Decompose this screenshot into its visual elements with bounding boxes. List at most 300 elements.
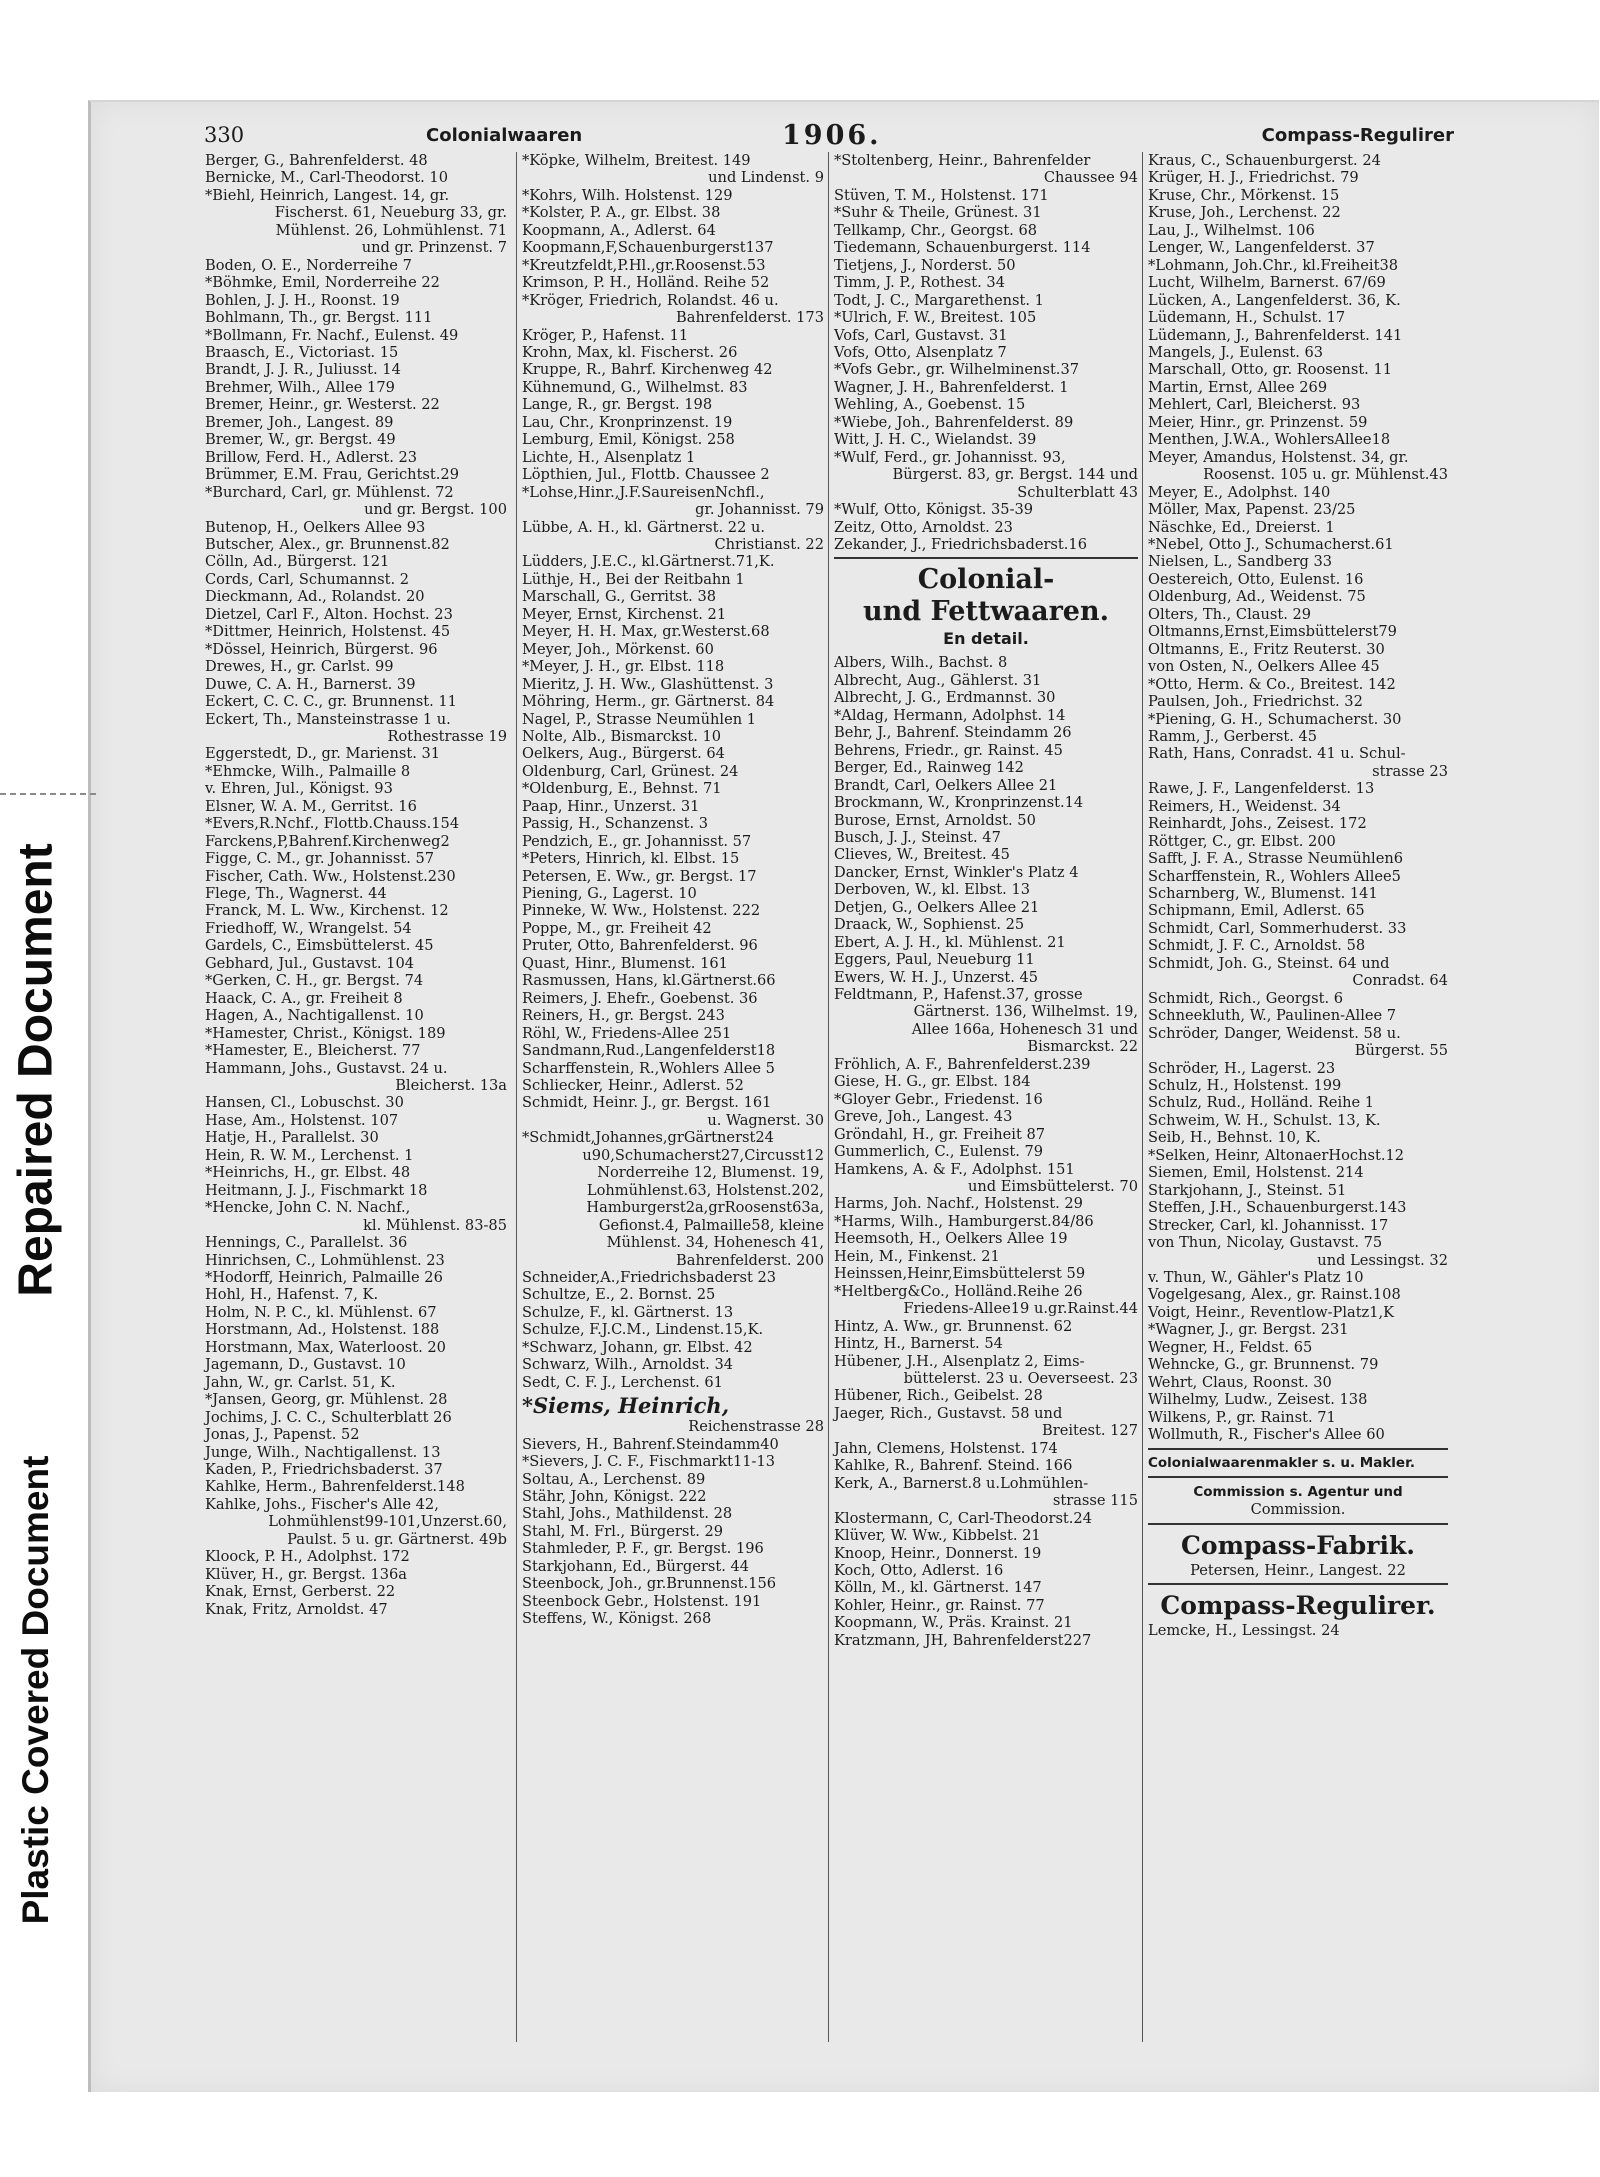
- directory-entry: Sievers, H., Bahrenf.Steindamm40: [522, 1435, 779, 1453]
- directory-entry: Steenbock Gebr., Holstenst. 191: [522, 1592, 762, 1610]
- directory-entry: Bohlmann, Th., gr. Bergst. 111: [205, 309, 433, 327]
- directory-entry: Wollmuth, R., Fischer's Allee 60: [1148, 1426, 1385, 1444]
- directory-entry: Lau, J., Wilhelmst. 106: [1148, 221, 1315, 239]
- directory-entry: v. Thun, W., Gähler's Platz 10: [1148, 1269, 1364, 1286]
- directory-entry: Marschall, G., Gerritst. 38: [522, 588, 717, 606]
- section-divider: [1148, 1583, 1448, 1585]
- directory-entry: Paulsen, Joh., Friedrichst. 32: [1148, 693, 1363, 711]
- directory-entry: Greve, Joh., Langest. 43: [834, 1108, 1013, 1126]
- directory-entry: Allee 166a, Hohenesch 31 und: [911, 1020, 1138, 1038]
- directory-entry: Hamkens, A. & F., Adolphst. 151: [834, 1160, 1075, 1178]
- directory-entry: Stähr, John, Königst. 222: [522, 1487, 707, 1505]
- directory-entry: Reimers, H., Weidenst. 34: [1148, 797, 1341, 815]
- directory-entry: *Gloyer Gebr., Friedenst. 16: [834, 1090, 1043, 1108]
- directory-entry: Menthen, J.W.A., WohlersAllee18: [1148, 431, 1391, 449]
- directory-entry: Hein, R. W. M., Lerchenst. 1: [205, 1146, 414, 1164]
- directory-entry: *Wulf, Otto, Königst. 35-39: [834, 501, 1034, 519]
- directory-entry: Franck, M. L. Ww., Kirchenst. 12: [205, 902, 449, 920]
- directory-entry: Scharffenstein, R.,Wohlers Allee 5: [522, 1059, 775, 1077]
- directory-entry: Kröger, P., Hafenst. 11: [522, 326, 689, 344]
- directory-entry: und gr. Prinzenst. 7: [361, 239, 507, 257]
- directory-entry: Kruse, Chr., Mörkenst. 15: [1148, 186, 1340, 204]
- directory-entry: *Heltberg&Co., Holländ.Reihe 26: [834, 1282, 1083, 1300]
- directory-entry: Schulz, Rud., Holländ. Reihe 1: [1148, 1094, 1375, 1112]
- compass-regulirer-heading: Compass-Regulirer.: [1160, 1591, 1436, 1621]
- directory-entry: Gebhard, Jul., Gustavst. 104: [205, 954, 415, 972]
- directory-entry: Cölln, Ad., Bürgerst. 121: [205, 553, 390, 571]
- directory-entry: Lohmühlenst99-101,Unzerst.60,: [268, 1513, 507, 1531]
- directory-entry: Conradst. 64: [1352, 972, 1448, 990]
- directory-entry: Lange, R., gr. Bergst. 198: [522, 396, 713, 414]
- directory-entry: Horstmann, Max, Waterloost. 20: [205, 1338, 446, 1356]
- directory-entry: Reichenstrasse 28: [688, 1418, 824, 1436]
- directory-entry: Klostermann, C, Carl-Theodorst.24: [834, 1509, 1093, 1527]
- directory-entry: Lemburg, Emil, Königst. 258: [522, 431, 735, 449]
- section-subheading: En detail.: [943, 629, 1029, 649]
- directory-entry: Hein, M., Finkenst. 21: [834, 1247, 1000, 1265]
- directory-entry: Hagen, A., Nachtigallenst. 10: [205, 1007, 424, 1025]
- directory-entry: Dietzel, Carl F., Alton. Hochst. 23: [205, 605, 453, 623]
- directory-entry: Fischer, Cath. Ww., Holstenst.230: [205, 867, 456, 885]
- directory-entry: Braasch, E., Victoriast. 15: [205, 343, 399, 361]
- directory-entry: Oltmanns, E., Fritz Reuterst. 30: [1148, 640, 1385, 658]
- directory-entry: Stahmleder, P. F., gr. Bergst. 196: [522, 1540, 764, 1558]
- section-divider: [1148, 1523, 1448, 1525]
- directory-entry: Nagel, P., Strasse Neumühlen 1: [522, 710, 757, 728]
- directory-entry: *Hamester, E., Bleicherst. 77: [205, 1042, 421, 1060]
- directory-entry: Kloock, P. H., Adolphst. 172: [205, 1548, 410, 1566]
- directory-entry: *Ehmcke, Wilh., Palmaille 8: [205, 762, 411, 780]
- directory-entry: Wagner, J. H., Bahrenfelderst. 1: [834, 378, 1069, 396]
- directory-entry: Kohler, Heinr., gr. Rainst. 77: [834, 1596, 1045, 1614]
- directory-entry: Kahlke, Johs., Fischer's Alle 42,: [205, 1495, 439, 1513]
- directory-entry: Lübbe, A. H., kl. Gärtnerst. 22 u.: [522, 518, 766, 536]
- directory-entry: Röttger, C., gr. Elbst. 200: [1148, 832, 1336, 850]
- directory-entry: *Vofs Gebr., gr. Wilhelminenst.37: [834, 361, 1080, 379]
- directory-entry: Pinneke, W. Ww., Holstenst. 222: [522, 902, 761, 920]
- directory-entry: Holm, N. P. C., kl. Mühlenst. 67: [205, 1303, 437, 1321]
- directory-entry: Bremer, Joh., Langest. 89: [205, 413, 394, 431]
- directory-entry: Jaeger, Rich., Gustavst. 58 und: [834, 1404, 1063, 1422]
- directory-entry: Rasmussen, Hans, kl.Gärtnerst.66: [522, 972, 776, 990]
- column-1: [205, 152, 507, 1618]
- directory-entry: Gardels, C., Eimsbüttelerst. 45: [205, 937, 434, 955]
- directory-entry: Fröhlich, A. F., Bahrenfelderst.239: [834, 1055, 1091, 1073]
- directory-entry: Steenbock, Joh., gr.Brunnenst.156: [522, 1575, 777, 1593]
- section-divider: [1148, 1476, 1448, 1478]
- directory-entry: Hatje, H., Parallelst. 30: [205, 1129, 379, 1147]
- directory-entry: Schultze, E., 2. Bornst. 25: [522, 1286, 716, 1304]
- directory-entry: *Kohrs, Wilh. Holstenst. 129: [522, 186, 733, 204]
- directory-entry: Oldenburg, Ad., Weidenst. 75: [1148, 588, 1366, 606]
- directory-entry: Hübener, Rich., Geibelst. 28: [834, 1387, 1043, 1405]
- directory-entry: Schneider,A.,Friedrichsbaderst 23: [522, 1269, 777, 1286]
- directory-entry: Lücken, A., Langenfelderst. 36, K.: [1148, 291, 1401, 309]
- plastic-covered-document-label: Plastic Covered Document: [15, 1455, 56, 1925]
- directory-entry: Kahlke, R., Bahrenf. Steind. 166: [834, 1457, 1073, 1475]
- directory-entry: Lüthje, H., Bei der Reitbahn 1: [522, 570, 745, 588]
- directory-entry: Heinssen,Heinr,Eimsbüttelerst 59: [834, 1265, 1086, 1283]
- directory-entry: *Ulrich, F. W., Breitest. 105: [834, 309, 1037, 327]
- header-year: 1906.: [782, 120, 882, 151]
- directory-entry: Hintz, H., Barnerst. 54: [834, 1335, 1003, 1353]
- repaired-document-label: Repaired Document: [9, 843, 63, 1297]
- directory-entry: *Wiebe, Joh., Bahrenfelderst. 89: [834, 413, 1074, 431]
- directory-entry: Koopmann, A., Adlerst. 64: [522, 221, 716, 239]
- directory-entry: *Dössel, Heinrich, Bürgerst. 96: [205, 640, 438, 658]
- directory-entry: Ramm, J., Gerberst. 45: [1148, 727, 1318, 745]
- directory-entry: Knak, Ernst, Gerberst. 22: [205, 1583, 396, 1601]
- directory-entry: *Peters, Hinrich, kl. Elbst. 15: [522, 850, 740, 868]
- directory-entry: Brehmer, Wilh., Allee 179: [205, 378, 395, 396]
- directory-entry: Mühlenst. 34, Hohenesch 41,: [606, 1234, 824, 1252]
- directory-entry: Derboven, W., kl. Elbst. 13: [834, 881, 1031, 899]
- directory-entry: Meyer, Ernst, Kirchenst. 21: [522, 605, 727, 623]
- directory-entry: Roosenst. 105 u. gr. Mühlenst.43: [1203, 466, 1448, 484]
- directory-entry: Brockmann, W., Kronprinzenst.14: [834, 794, 1084, 812]
- directory-entry: Schröder, H., Lagerst. 23: [1148, 1059, 1336, 1077]
- directory-entry: Hamburgerst2a,grRoosenst63a,: [586, 1199, 824, 1217]
- directory-entry: Gärtnerst. 136, Wilhelmst. 19,: [913, 1003, 1138, 1021]
- directory-entry: *Lohmann, Joh.Chr., kl.Freiheit38: [1148, 256, 1399, 274]
- column-rule: [516, 152, 517, 2042]
- directory-entry: *Kröger, Friedrich, Rolandst. 46 u.: [522, 291, 779, 309]
- directory-entry: kl. Mühlenst. 83-85: [363, 1216, 507, 1234]
- directory-entry: Behrens, Friedr., gr. Rainst. 45: [834, 741, 1063, 759]
- directory-entry: u90,Schumacherst27,Circusst12: [582, 1146, 824, 1164]
- directory-entry: Lau, Chr., Kronprinzenst. 19: [522, 413, 733, 431]
- directory-entry: Soltau, A., Lerchenst. 89: [522, 1470, 706, 1488]
- directory-entry: Hinrichsen, C., Lohmühlenst. 23: [205, 1251, 445, 1269]
- directory-entry: Meyer, H. H. Max, gr.Westerst.68: [522, 623, 770, 641]
- directory-entry: Mühlenst. 26, Lohmühlenst. 71: [275, 221, 507, 239]
- directory-entry: Drewes, H., gr. Carlst. 99: [205, 658, 394, 676]
- directory-entry: *Dittmer, Heinrich, Holstenst. 45: [205, 623, 451, 641]
- directory-entry: Mehlert, Carl, Bleicherst. 93: [1148, 396, 1361, 414]
- directory-entry: Kaden, P., Friedrichsbaderst. 37: [205, 1460, 443, 1478]
- directory-entry: Bürgerst. 83, gr. Bergst. 144 und: [892, 466, 1138, 484]
- directory-entry: Jochims, J. C. C., Schulterblatt 26: [205, 1408, 452, 1426]
- directory-entry: Burose, Ernst, Arnoldst. 50: [834, 811, 1036, 829]
- directory-entry: Martin, Ernst, Allee 269: [1148, 378, 1328, 396]
- directory-entry: Schulze, F., kl. Gärtnerst. 13: [522, 1303, 734, 1321]
- directory-entry: Albrecht, Aug., Gählerst. 31: [834, 671, 1042, 689]
- directory-entry: Lenger, W., Langenfelderst. 37: [1148, 239, 1375, 257]
- directory-entry: Lüdemann, H., Schulst. 17: [1148, 309, 1346, 327]
- directory-entry: Petersen, E. Ww., gr. Bergst. 17: [522, 867, 757, 885]
- directory-entry: Giese, H. G., gr. Elbst. 184: [834, 1073, 1031, 1091]
- section-divider: [1148, 1448, 1448, 1450]
- directory-entry: strasse 115: [1052, 1492, 1138, 1510]
- directory-entry: Krimson, P. H., Holländ. Reihe 52: [522, 274, 770, 292]
- directory-entry: *Otto, Herm. & Co., Breitest. 142: [1148, 675, 1396, 693]
- directory-entry: Jahn, W., gr. Carlst. 51, K.: [205, 1373, 396, 1391]
- directory-entry: Reimers, J. Ehefr., Goebenst. 36: [522, 989, 758, 1007]
- directory-entry: Timm, J. P., Rothest. 34: [834, 274, 1006, 292]
- directory-entry: Kruse, Joh., Lerchenst. 22: [1148, 204, 1341, 222]
- directory-entry: Witt, J. H. C., Wielandst. 39: [834, 431, 1037, 449]
- directory-entry: Starkjohann, Ed., Bürgerst. 44: [522, 1557, 750, 1575]
- directory-entry: Draack, W., Sophienst. 25: [834, 916, 1025, 934]
- directory-entry: Hohl, H., Hafenst. 7, K.: [205, 1286, 379, 1304]
- directory-entry: Berger, G., Bahrenfelderst. 48: [205, 152, 428, 169]
- directory-entry: Eggerstedt, D., gr. Marienst. 31: [205, 745, 441, 763]
- directory-entry: *Hodorff, Heinrich, Palmaille 26: [205, 1269, 443, 1286]
- directory-entry: Eckert, C. C. C., gr. Brunnenst. 11: [205, 693, 457, 711]
- directory-entry: Hammann, Johs., Gustavst. 24 u.: [205, 1059, 448, 1077]
- section-heading-line2: und Fettwaaren.: [862, 596, 1110, 628]
- directory-entry: Hansen, Cl., Lobuschst. 30: [205, 1094, 404, 1112]
- directory-entry: Butenop, H., Oelkers Allee 93: [205, 518, 426, 536]
- directory-entry: Knak, Fritz, Arnoldst. 47: [205, 1600, 388, 1618]
- column-4: [1148, 152, 1448, 1640]
- directory-entry: Hennings, C., Parallelst. 36: [205, 1234, 408, 1252]
- directory-entry: Vofs, Otto, Alsenplatz 7: [834, 343, 1007, 361]
- directory-entry: Quast, Hinr., Blumenst. 161: [522, 954, 728, 972]
- directory-entry: Dieckmann, Ad., Rolandst. 20: [205, 588, 425, 606]
- directory-entry: Wegner, H., Feldst. 65: [1148, 1338, 1313, 1356]
- directory-entry: *Wulf, Ferd., gr. Johannisst. 93,: [834, 448, 1066, 466]
- directory-entry: Näschke, Ed., Dreierst. 1: [1148, 518, 1335, 536]
- directory-entry: Siemen, Emil, Holstenst. 214: [1148, 1164, 1364, 1182]
- directory-entry: *Evers,R.Nchf., Flottb.Chauss.154: [205, 815, 460, 833]
- directory-entry: Paulst. 5 u. gr. Gärtnerst. 49b: [287, 1530, 507, 1548]
- directory-entry: Pendzich, E., gr. Johannisst. 57: [522, 832, 752, 850]
- directory-entry: Schulze, F.J.C.M., Lindenst.15,K.: [522, 1321, 764, 1339]
- directory-entry: Haack, C. A., gr. Freiheit 8: [205, 989, 403, 1007]
- directory-entry: Oltmanns,Ernst,Eimsbüttelerst79: [1148, 623, 1397, 641]
- directory-entry: *Hencke, John C. N. Nachf.,: [205, 1199, 411, 1217]
- directory-entry: Wilkens, P., gr. Rainst. 71: [1148, 1408, 1336, 1426]
- directory-entry: Nolte, Alb., Bismarckst. 10: [522, 727, 722, 745]
- header-section-title: Colonialwaaren: [426, 125, 583, 146]
- directory-entry: Kahlke, Herm., Bahrenfelderst.148: [205, 1478, 465, 1496]
- directory-entry: Stüven, T. M., Holstenst. 171: [834, 186, 1049, 204]
- column-2: [522, 152, 824, 1628]
- directory-entry: *Aldag, Hermann, Adolphst. 14: [834, 706, 1066, 724]
- page-header: [204, 120, 1454, 151]
- directory-entry: Flege, Th., Wagnerst. 44: [205, 885, 387, 903]
- directory-entry: *Gerken, C. H., gr. Bergst. 74: [205, 972, 424, 990]
- directory-entry: Albers, Wilh., Bachst. 8: [834, 654, 1008, 672]
- directory-entry: Röhl, W., Friedens-Allee 251: [522, 1024, 732, 1042]
- directory-entry: Schmidt, Joh. G., Steinst. 64 und: [1148, 954, 1390, 972]
- directory-entry: Schulterblatt 43: [1017, 483, 1138, 501]
- directory-entry: Voigt, Heinr., Reventlow-Platz1,K: [1148, 1303, 1395, 1321]
- directory-entry: Feldtmann, P., Hafenst.37, grosse: [834, 986, 1083, 1004]
- directory-entry: Butscher, Alex., gr. Brunnenst.82: [205, 535, 450, 553]
- compass-fabrik-entry: Petersen, Heinr., Langest. 22: [1190, 1561, 1406, 1579]
- directory-entry: Poppe, M., gr. Freiheit 42: [522, 919, 712, 937]
- section-divider: [834, 557, 1138, 559]
- directory-entry: Lohmühlenst.63, Holstenst.202,: [586, 1181, 824, 1199]
- directory-entry: Starkjohann, J., Steinst. 51: [1148, 1181, 1347, 1199]
- directory-entry: u. Wagnerst. 30: [707, 1111, 824, 1129]
- directory-entry: Todt, J. C., Margarethenst. 1: [834, 291, 1044, 309]
- directory-entry: Lüdemann, J., Bahrenfelderst. 141: [1148, 326, 1403, 344]
- directory-entry: Fischerst. 61, Neueburg 33, gr.: [274, 204, 507, 222]
- directory-entry: *Schwarz, Johann, gr. Elbst. 42: [522, 1338, 753, 1356]
- directory-entry: Schliecker, Heinr., Adlerst. 52: [522, 1077, 744, 1095]
- directory-entry: Knoop, Heinr., Donnerst. 19: [834, 1544, 1042, 1562]
- directory-entry: *Schmidt,Johannes,grGärtnerst24: [522, 1129, 774, 1147]
- page-number: 330: [204, 123, 245, 147]
- directory-entry: Meyer, Amandus, Holstenst. 34, gr.: [1148, 448, 1409, 466]
- directory-entry: Steffens, W., Königst. 268: [522, 1610, 712, 1628]
- column-rule: [1142, 152, 1143, 2042]
- directory-entry: und Eimsbüttelerst. 70: [967, 1178, 1138, 1196]
- directory-entry: Brillow, Ferd. H., Adlerst. 23: [205, 448, 418, 466]
- directory-entry: gr. Johannisst. 79: [695, 501, 824, 519]
- directory-entry: Schmidt, Carl, Sommerhuderst. 33: [1148, 919, 1407, 937]
- directory-entry: Ebert, A. J. H., kl. Mühlenst. 21: [834, 933, 1066, 951]
- directory-entry: *Bollmann, Fr. Nachf., Eulenst. 49: [205, 326, 459, 344]
- directory-entry: *Jansen, Georg, gr. Mühlenst. 28: [205, 1391, 448, 1409]
- directory-entry: Pruter, Otto, Bahrenfelderst. 96: [522, 937, 758, 955]
- directory-entry: *Stoltenberg, Heinr., Bahrenfelder: [834, 152, 1091, 169]
- directory-entry: Kratzmann, JH, Bahrenfelderst227: [834, 1631, 1092, 1649]
- directory-entry: Wilhelmy, Ludw., Zeisest. 138: [1148, 1391, 1368, 1409]
- directory-entry: Seib, H., Behnst. 10, K.: [1148, 1129, 1321, 1147]
- directory-entry: und Lessingst. 32: [1317, 1251, 1448, 1269]
- directory-entry: Scharnberg, W., Blumenst. 141: [1148, 885, 1378, 903]
- directory-entry: *Heinrichs, H., gr. Elbst. 48: [205, 1164, 411, 1182]
- directory-entry: Bohlen, J. J. H., Roonst. 19: [205, 291, 400, 309]
- directory-entry: *Sievers, J. C. F., Fischmarkt11-13: [522, 1453, 776, 1471]
- directory-entry: Steffen, J.H., Schauenburgerst.143: [1148, 1199, 1407, 1217]
- directory-entry: Elsner, W. A. M., Gerritst. 16: [205, 797, 417, 815]
- directory-entry: Hase, Am., Holstenst. 107: [205, 1111, 399, 1129]
- directory-entry: Strecker, Carl, kl. Johannisst. 17: [1148, 1216, 1389, 1234]
- directory-entry: Detjen, G., Oelkers Allee 21: [834, 898, 1040, 916]
- directory-entry: Lüdders, J.E.C., kl.Gärtnerst.71,K.: [522, 553, 775, 571]
- directory-entry: von Osten, N., Oelkers Allee 45: [1148, 658, 1380, 676]
- directory-entry: Reinhardt, Johs., Zeisest. 172: [1148, 815, 1367, 833]
- directory-entry: Koopmann,F,Schauenburgerst137: [522, 239, 774, 257]
- directory-entry: Rothestrasse 19: [387, 727, 507, 745]
- header-running-title: Compass-Regulirer: [1261, 125, 1454, 146]
- directory-entry: Friedens-Allee19 u.gr.Rainst.44: [903, 1300, 1138, 1318]
- directory-entry: Schweim, W. H., Schulst. 13, K.: [1148, 1111, 1381, 1129]
- directory-entry: Möhring, Herm., gr. Gärtnerst. 84: [522, 693, 775, 711]
- directory-entry: Kühnemund, G., Wilhelmst. 83: [522, 378, 748, 396]
- directory-entry: Safft, J. F. A., Strasse Neumühlen6: [1148, 850, 1404, 868]
- directory-entry: *Biehl, Heinrich, Langest. 14, gr.: [205, 186, 450, 204]
- directory-entry: Hintz, A. Ww., gr. Brunnenst. 62: [834, 1317, 1073, 1335]
- directory-entry: Friedhoff, W., Wrangelst. 54: [205, 919, 412, 937]
- directory-entry: Stahl, Johs., Mathildenst. 28: [522, 1505, 733, 1523]
- column-3: [834, 152, 1138, 1649]
- directory-entry: Meyer, E., Adolphst. 140: [1148, 483, 1331, 501]
- directory-entry: *Kreutzfeldt,P.Hl.,gr.Roosenst.53: [522, 256, 766, 274]
- directory-entry: Meier, Hinr., gr. Prinzenst. 59: [1148, 413, 1368, 431]
- directory-entry: Bahrenfelderst. 173: [676, 309, 824, 327]
- directory-entry: Möller, Max, Papenst. 23/25: [1148, 501, 1356, 519]
- directory-entry: *Harms, Wilh., Hamburgerst.84/86: [834, 1212, 1094, 1230]
- dashed-cut-line: [0, 793, 96, 795]
- directory-entry: Bleicherst. 13a: [395, 1077, 507, 1095]
- directory-entry: Sandmann,Rud.,Langenfelderst18: [522, 1042, 776, 1060]
- directory-entry: Löpthien, Jul., Flottb. Chaussee 2: [522, 466, 770, 484]
- column-rule: [828, 152, 829, 2042]
- directory-entry: Koch, Otto, Adlerst. 16: [834, 1561, 1004, 1579]
- directory-entry: von Thun, Nicolay, Gustavst. 75: [1148, 1234, 1383, 1252]
- directory-entry: Cords, Carl, Schumannst. 2: [205, 570, 410, 588]
- directory-entry: Gröndahl, H., gr. Freiheit 87: [834, 1125, 1046, 1143]
- directory-entry: Bremer, W., gr. Bergst. 49: [205, 431, 396, 449]
- commission-reference-cont: Commission.: [1250, 1501, 1346, 1519]
- directory-entry: *Suhr & Theile, Grünest. 31: [834, 204, 1042, 222]
- compass-fabrik-heading: Compass-Fabrik.: [1181, 1530, 1415, 1560]
- directory-entry: Jonas, J., Papenst. 52: [205, 1426, 360, 1444]
- directory-entry: Lucht, Wilhelm, Barnerst. 67/69: [1148, 274, 1386, 292]
- directory-entry: Christianst. 22: [714, 535, 824, 553]
- directory-entry: büttelerst. 23 u. Oeverseest. 23: [903, 1370, 1138, 1387]
- directory-entry: Clieves, W., Breitest. 45: [834, 846, 1010, 864]
- directory-entry: Klüver, H., gr. Bergst. 136a: [205, 1565, 408, 1583]
- directory-entry: Krüger, H. J., Friedrichst. 79: [1148, 169, 1359, 187]
- directory-entry: Duwe, C. A. H., Barnerst. 39: [205, 675, 416, 693]
- directory-entry: und gr. Bergst. 100: [364, 501, 507, 519]
- directory-entry: Nielsen, L., Sandberg 33: [1148, 553, 1333, 571]
- directory-entry: Brümmer, E.M. Frau, Gerichtst.29: [205, 466, 459, 484]
- directory-entry: Schmidt, Rich., Georgst. 6: [1148, 989, 1344, 1007]
- directory-entry: und Lindenst. 9: [708, 169, 824, 187]
- directory-entry: Junge, Wilh., Nachtigallenst. 13: [205, 1443, 441, 1461]
- directory-entry: Scharffenstein, R., Wohlers Allee5: [1148, 867, 1401, 885]
- directory-entry: Kruppe, R., Bahrf. Kirchenweg 42: [522, 361, 773, 379]
- directory-entry: Heitmann, J. J., Fischmarkt 18: [205, 1181, 428, 1199]
- directory-entry: Jahn, Clemens, Holstenst. 174: [834, 1439, 1058, 1457]
- directory-entry: Albrecht, J. G., Erdmannst. 30: [834, 689, 1056, 707]
- directory-entry: Vogelgesang, Alex., gr. Rainst.108: [1148, 1286, 1401, 1304]
- directory-entry: *Nebel, Otto J., Schumacherst.61: [1148, 535, 1394, 553]
- directory-entry: Kerk, A., Barnerst.8 u.Lohmühlen-: [834, 1474, 1089, 1492]
- directory-entry: Mangels, J., Eulenst. 63: [1148, 343, 1324, 361]
- directory-entry: strasse 23: [1372, 762, 1448, 780]
- directory-entry: v. Ehren, Jul., Königst. 93: [205, 780, 393, 798]
- directory-entry: Paap, Hinr., Unzerst. 31: [522, 797, 700, 815]
- directory-entry: Lichte, H., Alsenplatz 1: [522, 448, 696, 466]
- directory-entry: Brandt, J. J. R., Juliusst. 14: [205, 361, 401, 379]
- directory-entry: Bernicke, M., Carl-Theodorst. 10: [205, 169, 448, 187]
- directory-entry: *Meyer, J. H., gr. Elbst. 118: [522, 658, 725, 676]
- directory-entry: *Köpke, Wilhelm, Breitest. 149: [522, 152, 751, 169]
- directory-entry: Vofs, Carl, Gustavst. 31: [834, 326, 1008, 344]
- directory-entry: Heemsoth, H., Oelkers Allee 19: [834, 1230, 1068, 1248]
- directory-entry: Tietjens, J., Norderst. 50: [834, 256, 1016, 274]
- makler-reference: Colonialwaarenmakler s. u. Makler.: [1148, 1454, 1415, 1471]
- directory-entry: Rawe, J. F., Langenfelderst. 13: [1148, 780, 1375, 798]
- directory-entry: Gummerlich, C., Eulenst. 79: [834, 1143, 1044, 1161]
- directory-entry: *Lohse,Hinr.,J.F.SaureisenNchfl.,: [522, 483, 765, 501]
- directory-entry: Eckert, Th., Mansteinstrasse 1 u.: [205, 710, 451, 728]
- directory-entry: *Wagner, J., gr. Bergst. 231: [1148, 1321, 1349, 1339]
- section-heading: [834, 564, 1138, 628]
- directory-entry: Bismarckst. 22: [1027, 1038, 1138, 1056]
- directory-entry: Tiedemann, Schauenburgerst. 114: [834, 239, 1091, 257]
- directory-entry: Sedt, C. F. J., Lerchenst. 61: [522, 1373, 723, 1391]
- directory-entry: Schipmann, Emil, Adlerst. 65: [1148, 902, 1365, 920]
- directory-entry: Hübener, J.H., Alsenplatz 2, Eims-: [834, 1352, 1085, 1370]
- directory-entry: Bahrenfelderst. 200: [676, 1251, 824, 1269]
- directory-entry: Wehrt, Claus, Roonst. 30: [1148, 1373, 1332, 1391]
- directory-entry: *Böhmke, Emil, Norderreihe 22: [205, 274, 440, 292]
- directory-entry: Busch, J. J., Steinst. 47: [834, 828, 1001, 846]
- directory-entry: Eggers, Paul, Neueburg 11: [834, 951, 1035, 969]
- directory-entry: Krohn, Max, kl. Fischerst. 26: [522, 343, 738, 361]
- directory-entry: Wehncke, G., gr. Brunnenst. 79: [1148, 1356, 1379, 1374]
